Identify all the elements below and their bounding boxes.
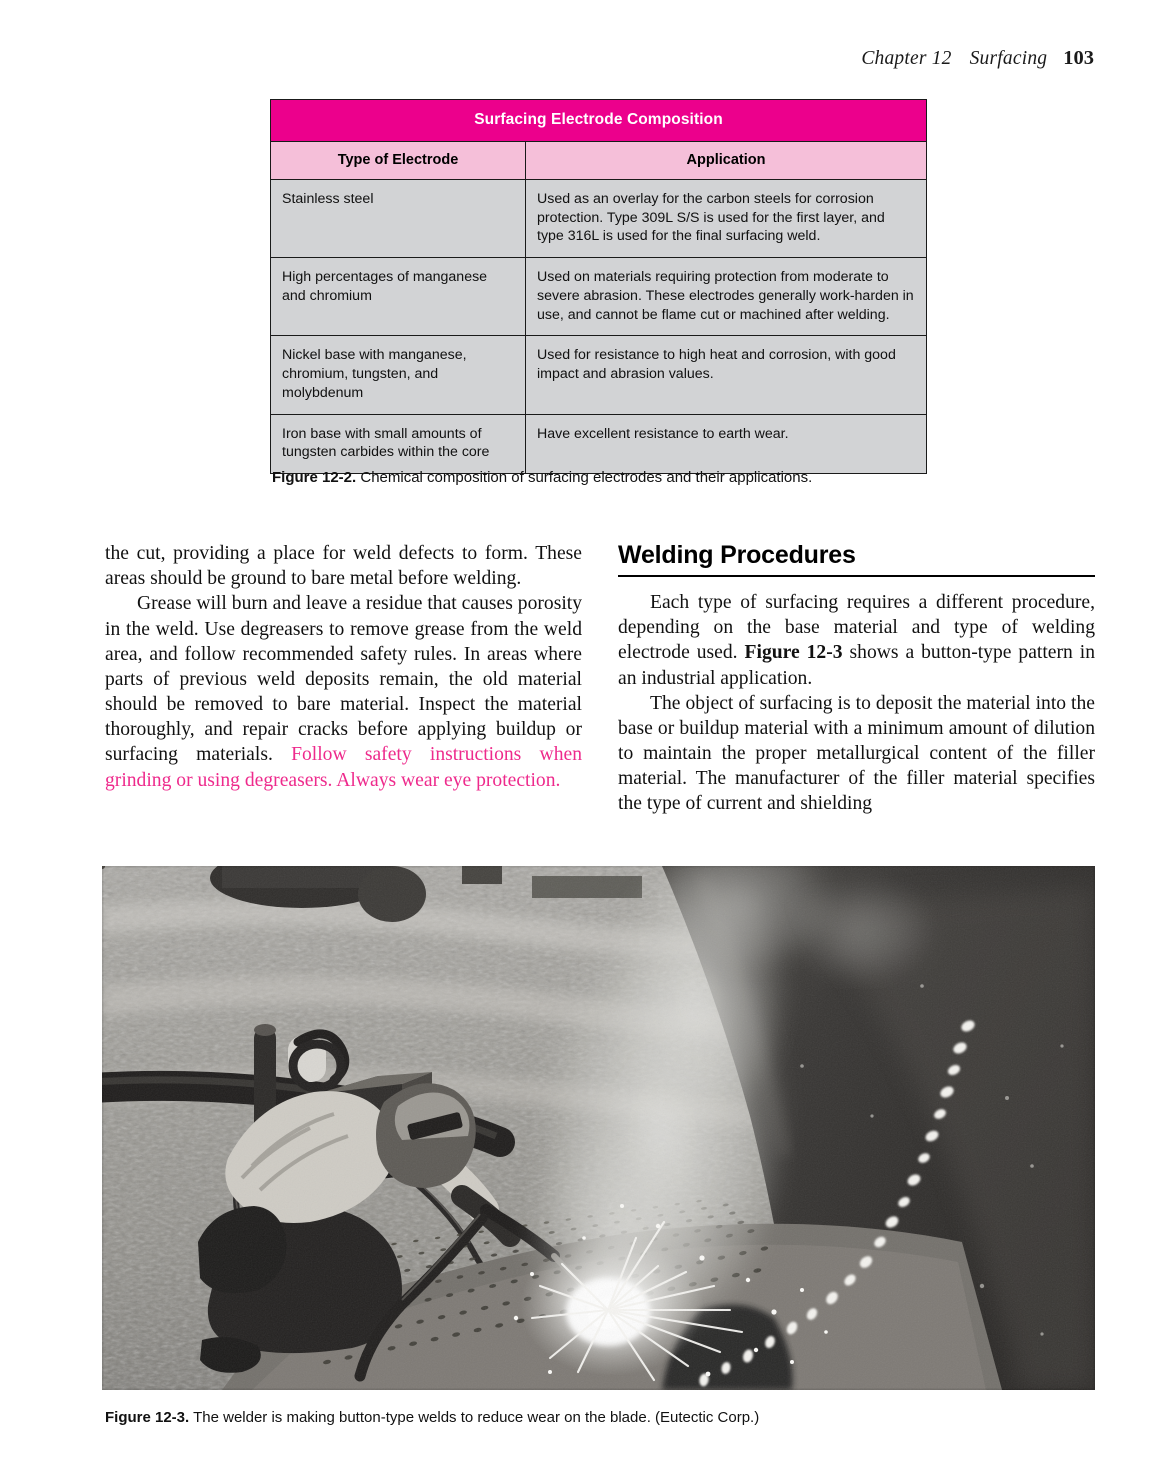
table-row xyxy=(271,414,927,473)
column-header-application: Application xyxy=(526,142,927,180)
table-row xyxy=(271,258,927,336)
cell-type: Nickel base with manganese, chromium, tungsten, and molybdenum xyxy=(271,336,526,414)
cell-application: Used as an overlay for the carbon steels for corrosion protection. Type 309L S/S is used for the first layer, and type 316L is used for the final surfacing weld. xyxy=(526,180,927,258)
safety-note-text: Follow safety instructions when grinding or using degreasers. Always wear eye protection. xyxy=(105,744,582,791)
paragraph-each-type xyxy=(618,590,1095,691)
table-title-row xyxy=(271,100,927,142)
table-row xyxy=(271,180,927,258)
figure-12-3-caption xyxy=(105,1409,759,1426)
cell-type: High percentages of manganese and chromium xyxy=(271,258,526,336)
figure-12-2-caption-text: Chemical composition of surfacing electrodes and their applications. xyxy=(356,469,813,486)
surfacing-electrode-table xyxy=(270,99,927,474)
page-number: 103 xyxy=(1063,47,1094,69)
body-column-left xyxy=(105,541,582,793)
cell-type: Iron base with small amounts of tungsten carbides within the core xyxy=(271,414,526,473)
figure-12-3-caption-text: The welder is making button-type welds to reduce wear on the blade. (Eutectic Corp.) xyxy=(189,1409,760,1426)
paragraph-continuation: the cut, providing a place for weld defects to form. These areas should be ground to bare metal before welding. xyxy=(105,543,582,590)
cell-application: Used for resistance to high heat and corrosion, with good impact and abrasion values. xyxy=(526,336,927,414)
paragraph-each-type-a: Each type of surfacing requires a different procedure, depending on the base material and type of welding electrode used. xyxy=(618,592,1095,664)
section-heading-welding-procedures: Welding Procedures xyxy=(618,541,1095,577)
figure-12-2-caption-label: Figure 12-2. xyxy=(272,469,357,486)
figure-12-2-table-container xyxy=(270,99,927,474)
figure-12-3-caption-label: Figure 12-3. xyxy=(105,1409,190,1426)
cell-type: Stainless steel xyxy=(271,180,526,258)
figure-12-2-caption xyxy=(272,469,812,486)
running-head xyxy=(861,47,1094,70)
table-header-row xyxy=(271,142,927,180)
table-row xyxy=(271,336,927,414)
welding-scene-image xyxy=(102,866,1095,1390)
paragraph-object-of-surfacing: The object of surfacing is to deposit the material into the base or buildup material with a minimum amount of dilution to maintain the proper metallurgical content of the filler material. The manufacturer of the filler material specifies the type of current and shielding xyxy=(618,692,1095,815)
running-head-chapter: Chapter 12 xyxy=(861,48,952,69)
cell-application: Used on materials requiring protection from moderate to severe abrasion. These electrodes generally work-harden in use, and cannot be flame cut or machined after welding. xyxy=(526,258,927,336)
paragraph-grease xyxy=(105,591,582,792)
paragraph-each-type-b: shows a button-type pattern in an industrial application. xyxy=(618,642,1096,689)
column-header-type: Type of Electrode xyxy=(271,142,526,180)
figure-reference-12-3: Figure 12-3 xyxy=(744,642,843,664)
paragraph-grease-text: Grease will burn and leave a residue that causes porosity in the weld. Use degreasers to remove grease from the weld area, and follow recommended safety rules. In areas where parts of previous weld deposits remain, the old material should be removed to bare material. Inspect the material thoroughly, and repair cracks before applying buildup or surfacing materials. xyxy=(105,593,582,766)
figure-12-3-photograph xyxy=(102,866,1095,1390)
body-column-right xyxy=(618,541,1095,817)
table-title: Surfacing Electrode Composition xyxy=(271,100,927,142)
cell-application: Have excellent resistance to earth wear. xyxy=(526,414,927,473)
running-head-section: Surfacing xyxy=(969,48,1048,69)
